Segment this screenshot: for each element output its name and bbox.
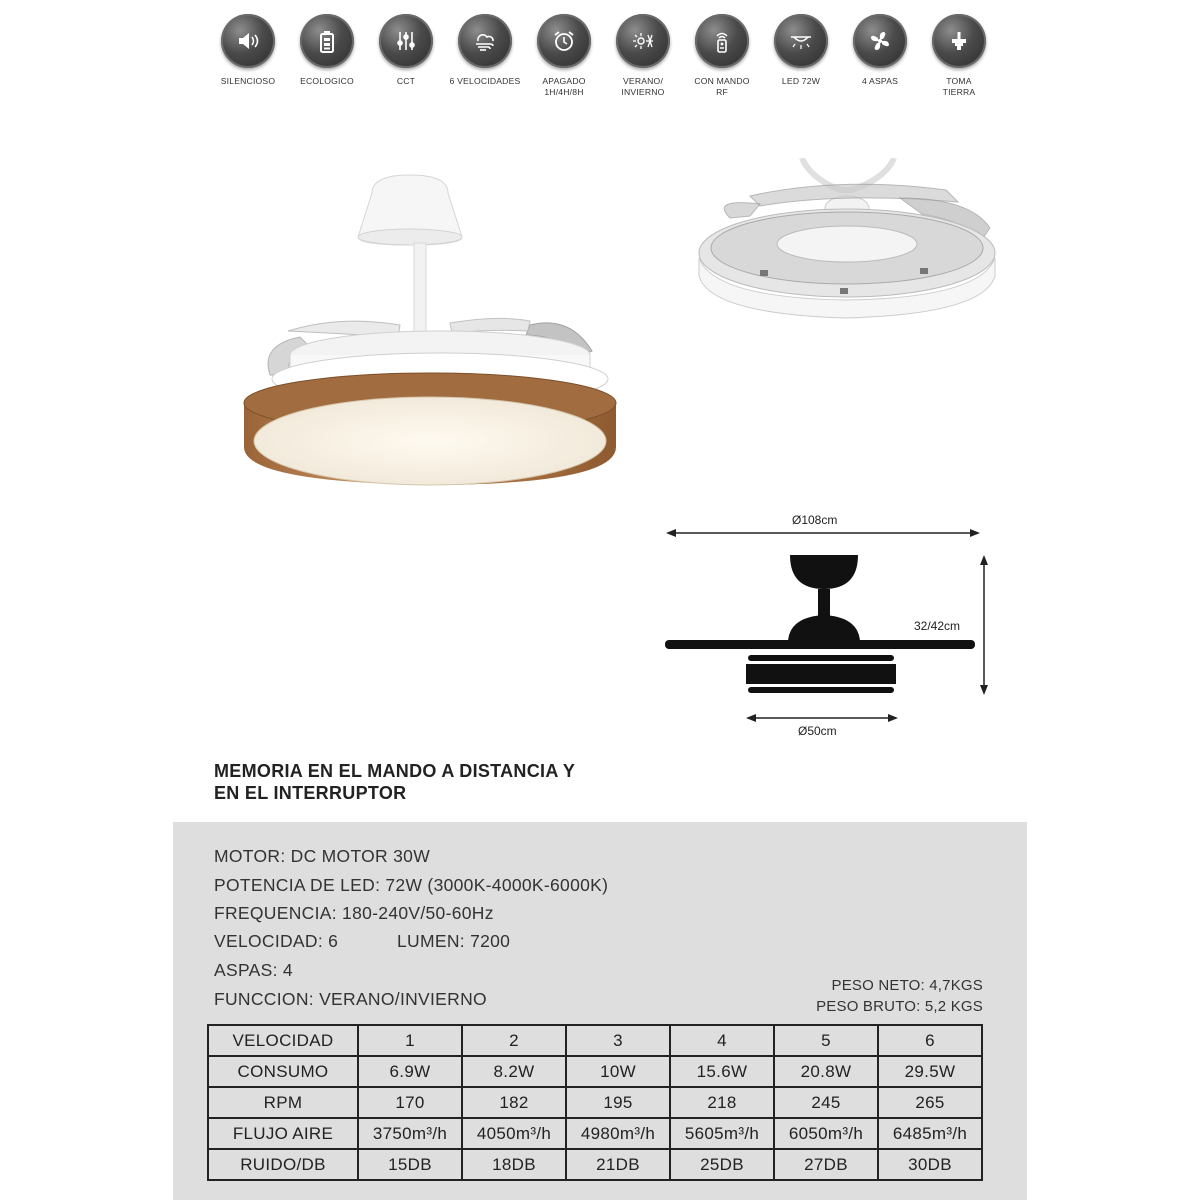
spec-motor: MOTOR: DC MOTOR 30W (214, 846, 431, 866)
height-label: 32/42cm (914, 619, 961, 633)
table-cell: 6 (878, 1025, 982, 1056)
table-row (208, 1149, 982, 1180)
sun-snowflake-icon (616, 14, 670, 68)
table-row-label: CONSUMO (208, 1056, 358, 1087)
feature-verano-invierno (600, 14, 686, 97)
feature-mando-rf (679, 14, 765, 97)
ground-plug-icon (932, 14, 986, 68)
table-cell: 6485m³/h (878, 1118, 982, 1149)
feature-toma-tierra (916, 14, 1002, 97)
table-row (208, 1118, 982, 1149)
feature-label: SILENCIOSO (220, 76, 276, 86)
table-cell: 6050m³/h (774, 1118, 878, 1149)
table-cell: 265 (878, 1087, 982, 1118)
table-cell: 5 (774, 1025, 878, 1056)
table-row-label: VELOCIDAD (208, 1025, 358, 1056)
feature-icon-row (205, 14, 995, 104)
memory-note: MEMORIA EN EL MANDO A DISTANCIA Y EN EL INTERRUPTOR (214, 761, 576, 803)
table-cell: 15.6W (670, 1056, 774, 1087)
table-cell: 245 (774, 1087, 878, 1118)
spec-function: FUNCCION: VERANO/INVIERNO (214, 989, 487, 1009)
feature-label: TOMA TIERRA (942, 76, 976, 97)
table-cell: 2 (462, 1025, 566, 1056)
table-cell: 21DB (566, 1149, 670, 1180)
table-row (208, 1087, 982, 1118)
feature-label: APAGADO 1H/4H/8H (542, 76, 586, 97)
net-weight: PESO NETO: 4,7KGS (831, 977, 983, 994)
fan-blades-icon (853, 14, 907, 68)
feature-label: ECOLOGICO (300, 76, 354, 86)
feature-label: 4 ASPAS (861, 76, 899, 86)
feature-label: CCT (396, 76, 416, 86)
table-cell: 10W (566, 1056, 670, 1087)
feature-apagado (521, 14, 607, 97)
table-cell: 195 (566, 1087, 670, 1118)
table-cell: 3750m³/h (358, 1118, 462, 1149)
feature-silencioso (205, 14, 291, 87)
feature-velocidades (442, 14, 528, 87)
remote-control-icon (695, 14, 749, 68)
alarm-clock-icon (537, 14, 591, 68)
battery-icon (300, 14, 354, 68)
light-diameter-label: Ø50cm (798, 724, 837, 738)
feature-label: LED 72W (781, 76, 821, 86)
feature-cct (363, 14, 449, 87)
speaker-mute-icon (221, 14, 275, 68)
table-cell: 218 (670, 1087, 774, 1118)
table-cell: 5605m³/h (670, 1118, 774, 1149)
wind-cloud-icon (458, 14, 512, 68)
table-cell: 4980m³/h (566, 1118, 670, 1149)
feature-label: CON MANDO RF (694, 76, 750, 97)
table-row-label: RUIDO/DB (208, 1149, 358, 1180)
dimensions-diagram (660, 505, 1000, 745)
sliders-icon (379, 14, 433, 68)
table-header-row (208, 1025, 982, 1056)
table-row (208, 1056, 982, 1087)
table-cell: 4050m³/h (462, 1118, 566, 1149)
table-row-label: FLUJO AIRE (208, 1118, 358, 1149)
table-cell: 25DB (670, 1149, 774, 1180)
table-cell: 20.8W (774, 1056, 878, 1087)
table-row-label: RPM (208, 1087, 358, 1118)
feature-label: VERANO/ INVIERNO (621, 76, 665, 97)
table-cell: 15DB (358, 1149, 462, 1180)
performance-table (207, 1024, 983, 1181)
table-cell: 1 (358, 1025, 462, 1056)
table-cell: 18DB (462, 1149, 566, 1180)
table-cell: 4 (670, 1025, 774, 1056)
table-cell: 27DB (774, 1149, 878, 1180)
table-cell: 29.5W (878, 1056, 982, 1087)
spec-blades: ASPAS: 4 (214, 960, 293, 980)
table-cell: 182 (462, 1087, 566, 1118)
spec-frequency: FREQUENCIA: 180-240V/50-60Hz (214, 903, 494, 923)
table-cell: 8.2W (462, 1056, 566, 1087)
table-cell: 30DB (878, 1149, 982, 1180)
feature-ecologico (284, 14, 370, 87)
table-cell: 6.9W (358, 1056, 462, 1087)
table-cell: 170 (358, 1087, 462, 1118)
spec-speed: VELOCIDAD: 6 (214, 931, 339, 951)
fan-product-image (230, 165, 630, 505)
diameter-label: Ø108cm (792, 513, 838, 527)
table-cell: 3 (566, 1025, 670, 1056)
feature-label: 6 VELOCIDADES (449, 76, 521, 86)
feature-led (758, 14, 844, 87)
gross-weight: PESO BRUTO: 5,2 KGS (816, 998, 983, 1015)
spec-lumen: LUMEN: 7200 (397, 931, 511, 951)
fan-retracted-view (690, 158, 1000, 323)
feature-aspas (837, 14, 923, 87)
ceiling-lamp-icon (774, 14, 828, 68)
spec-led: POTENCIA DE LED: 72W (3000K-4000K-6000K) (214, 875, 609, 895)
